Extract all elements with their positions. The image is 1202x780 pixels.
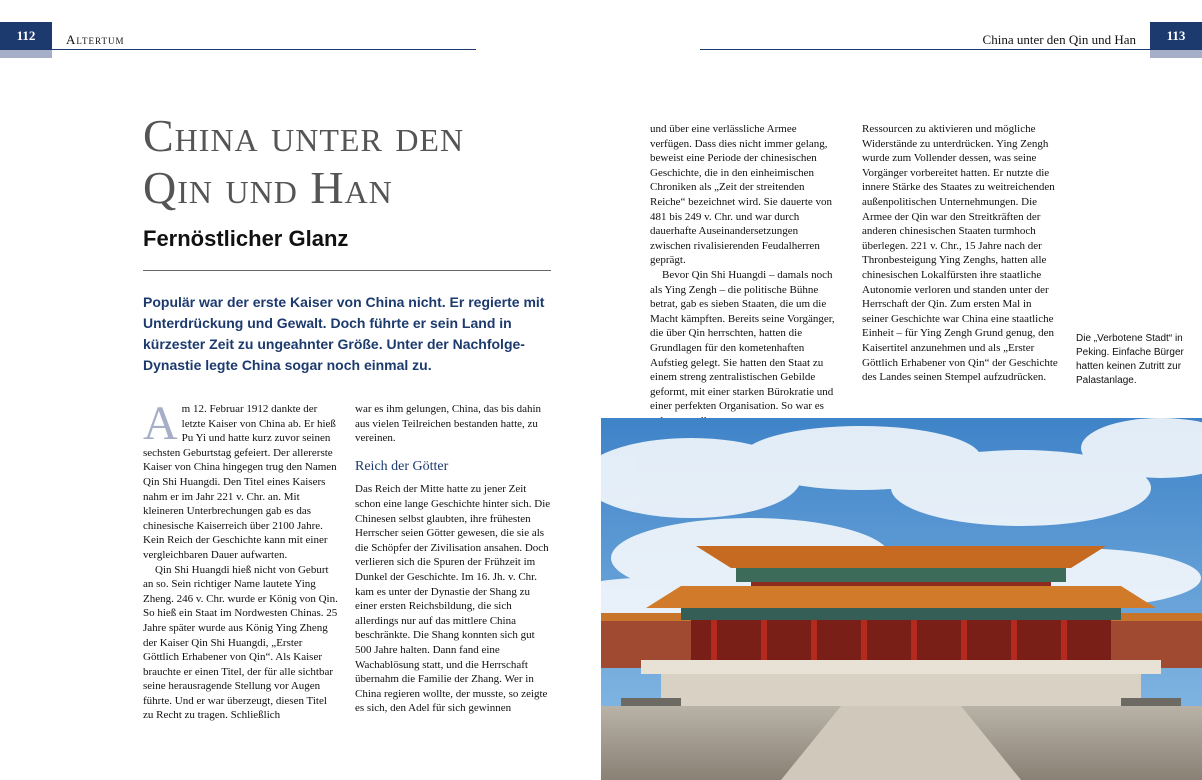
forbidden-city-photo — [601, 418, 1202, 780]
right-running-head: China unter den Qin und Han — [982, 32, 1136, 47]
text-column-3 — [650, 122, 840, 428]
photo-caption: Die „Verbotene Stadt“ in Peking. Einfache Bürger hatten keinen Zutritt zur Palastanlage. — [1076, 333, 1184, 386]
title-rule — [143, 270, 551, 271]
col2-paragraph-1: war es ihm gelungen, China, das bis dahin aus vielen Teilreichen bestanden hatte, zu vereinen. — [355, 403, 542, 445]
text-column-2 — [355, 402, 551, 716]
text-column-4 — [862, 122, 1058, 385]
right-page-number: 113 — [1150, 22, 1202, 58]
page-header — [0, 0, 1202, 58]
article-subtitle: Fernöstlicher Glanz — [143, 226, 349, 251]
title-line-1: China unter den — [143, 110, 465, 161]
drop-cap: A — [143, 397, 178, 450]
article-title — [143, 110, 583, 214]
col1-paragraph-2: Qin Shi Huangdi hieß nicht von Geburt an so. Sein richtiger Name lautete Ying Zheng. 246 v. Chr. wurde er König von Qin. So hieß ein Staat im Nordwesten Chinas. 25 Jahre später wurde aus König Ying Zheng der Kaiser Qin Shi Huangdi, „Erster Göttlich Erhabener von Qin“. Als Kaiser brauchte er einen Titel, der für alle sichtbar seine herausragende Stellung vor Augen führte. Und er war überzeugt, diesen Titel zu Recht zu tragen. Schließlich — [143, 563, 338, 722]
col4-paragraph-1: Ressourcen zu aktivieren und mögliche Widerstände zu unterdrücken. Ying Zengh wurde zum Vollender dessen, was seine Vorgänger vorbereitet hatten. Er nutzte die innere Stärke des Staates zu weitreichenden außenpolitischen Unternehmungen. Die Armee der Qin war den Streitkräften der anderen chinesischen Staaten turmhoch überlegen. 221 v. Chr., 15 Jahre nach der Thronbesteigung Ying Zenghs, hatten alle chinesischen Lokalfürsten ihre staatliche Autonomie verloren und standen unter der Herrschaft der Qin. Zum ersten Mal in seiner Geschichte war China eine staatliche Einheit – für Ying Zengh Grund genug, den Kaisertitel anzunehmen und als „Erster Göttlich Erhabener von Qin“ der Geschichte des Landes seinen Stempel aufzudrücken. — [862, 123, 1058, 384]
col3-paragraph-1: und über eine verlässliche Armee verfügen. Dass dies nicht immer gelang, beweist eine Periode der chinesischen Geschichte, die in den einheimischen Chroniken als „Zeit der streitenden Reiche“ bezeichnet wird. Sie dauerte von 481 bis 249 v. Chr. und war durch dauerhafte Auseinandersetzungen zwischen rivalisierenden Feudalherren geprägt. — [650, 123, 833, 267]
left-running-head: Altertum — [66, 32, 125, 47]
col1-paragraph-1-text: m 12. Februar 1912 dankte der letzte Kaiser von China ab. Er hieß Pu Yi und hatte kurz zuvor seinen sechsten Geburtstag gefeiert. Der allererste Kaiser von China hingegen trug den Namen Qin Shi Huangdi. Den Titel eines Kaisers nahm er im Jahr 221 v. Chr. an. Mit kleineren Unterbrechungen gab es das chinesische Kaiserreich über 2100 Jahre. Kein Reich der Geschichte kann mit einer vergleichbaren Dauer aufwarten. — [143, 403, 337, 561]
section-heading: Reich der Götter — [355, 458, 449, 474]
lead-paragraph: Populär war der erste Kaiser von China nicht. Er regierte mit Unterdrückung und Gewalt. Doch führte er sein Land in kürzester Zeit zu ungeahnter Größe. Unter der Nachfolge-Dynastie legte China sogar noch einmal zu. — [143, 294, 545, 373]
title-line-2: Qin und Han — [143, 162, 393, 213]
header-rule-right — [700, 49, 1150, 50]
col3-paragraph-2: Bevor Qin Shi Huangdi – damals noch als Ying Zengh – die politische Bühne betrat, gab es sieben Staaten, die um die Macht kämpften. Bereits seine Vorgänger, die über Qin herrschten, hatten die Grundlagen für den kometenhaften Aufstieg gelegt. Sie hatten den Staat zu einem streng zentralistischen Gebilde geformt, mit einer starken Bürokratie und einer perfekten Organisation. So war es — [650, 268, 835, 413]
col1-paragraph-1 — [143, 397, 339, 563]
left-page-number: 112 — [0, 22, 52, 58]
text-column-1 — [143, 397, 339, 723]
col2-paragraph-2: Das Reich der Mitte hatte zu jener Zeit schon eine lange Geschichte hinter sich. Die Chinesen selbst glaubten, ihre frühesten Herrscher seien Götter gewesen, die sie als die Schöpfer der Zivilisation ansahen. Doch verlieren sich die Spuren der Frühzeit im Dunkel der Geschichte. Im 16. Jh. v. Chr. kam es unter der Dynastie der Shang zu einer ersten Reichsbildung, die sich allerdings nur auf das mittlere China beschränkte. Die Shang konnten sich gut 500 Jahre halten. Dann fand eine Wachablösung statt, und die Herrschaft übernahm die Familie der Zhang. Wer in China regieren wollte, der musste, so zeigte es sich, den Adel für sich gewinnen — [355, 483, 551, 715]
header-rule-left — [52, 49, 476, 50]
